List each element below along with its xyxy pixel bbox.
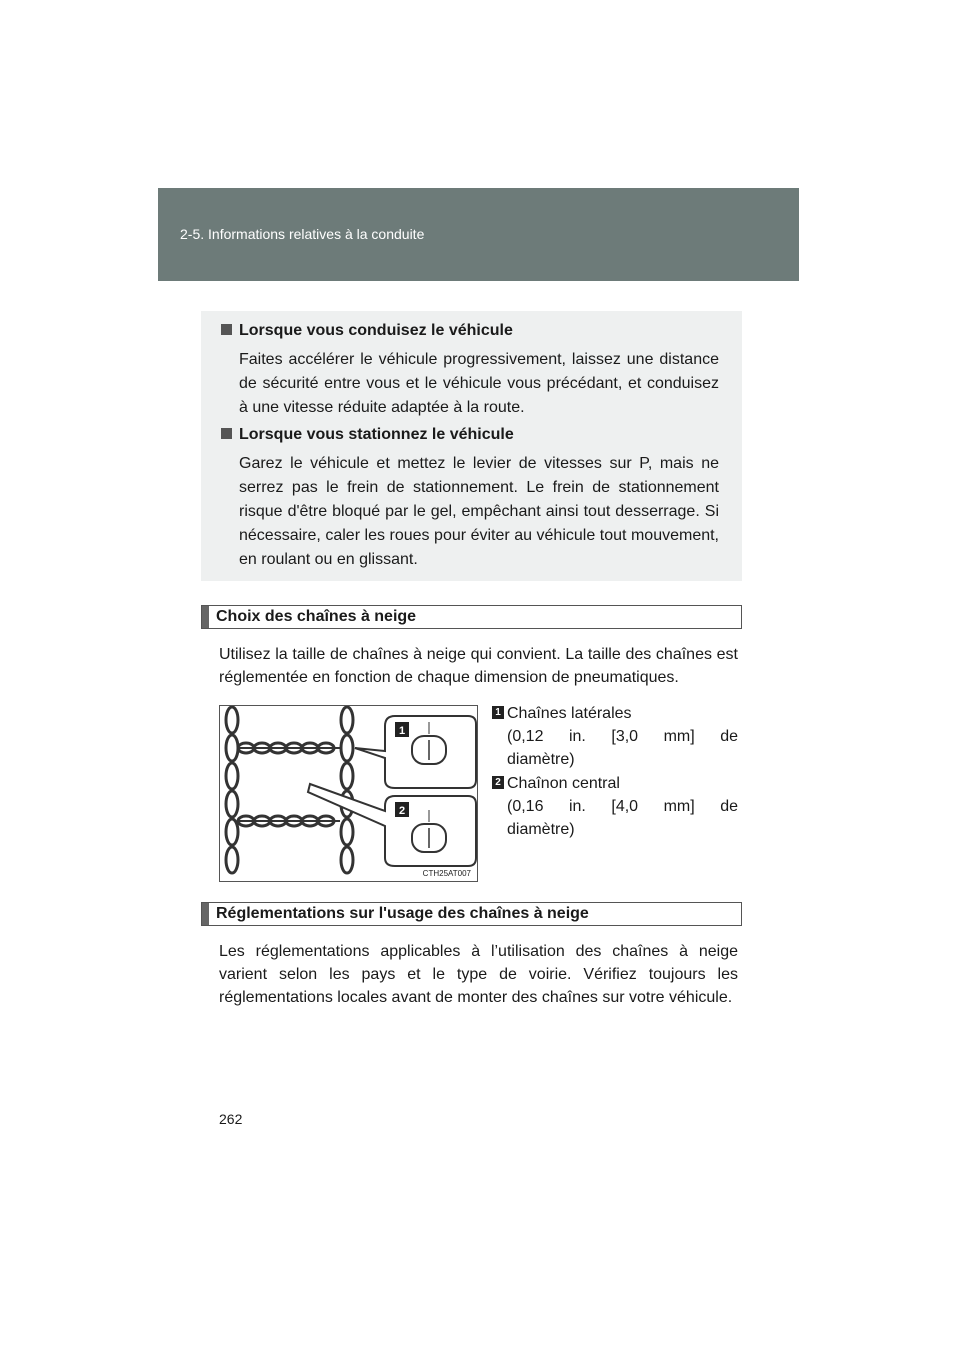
legend-label: Chaînon central [507,775,620,792]
note-body: Faites accélérer le véhicule progressivement, laissez une distance de sécurité entre vous et le véhicule vous précédant, et conduisez à une vitesse réduite adaptée à la route. [239,351,719,416]
callout-label: 1 [398,725,406,737]
legend-detail: (0,12 in. [3,0 mm] de [507,728,738,745]
section-title: Choix des chaînes à neige [216,608,417,625]
number-badge: 2 [492,776,504,789]
number-badge: 1 [492,706,504,719]
chain-illustration [220,706,477,881]
legend-item-2 [492,772,738,841]
square-bullet-icon [221,428,232,439]
legend-item-1 [492,702,738,771]
lower-cross-chain [238,816,340,826]
section-title: Réglementations sur l'usage des chaînes à neige [216,905,589,922]
section-heading-chain-rules [201,902,742,926]
right-side-chain [341,707,353,873]
detail-circle-side-link [355,716,476,788]
upper-cross-chain [238,743,340,753]
chapter-title: 2-5. Informations relatives à la conduite [180,226,425,242]
square-bullet-icon [221,324,232,335]
legend-detail: diamètre) [507,751,575,768]
figure-code: CTH25AT007 [422,869,471,878]
note-parking [221,424,719,572]
note-driving [221,320,719,420]
legend-detail: diamètre) [507,821,575,838]
section-text: Utilisez la taille de chaînes à neige qui convient. La taille des chaînes est réglementée en fonction de chaque dimension de pneumatiques. [219,646,738,686]
note-title: Lorsque vous stationnez le véhicule [239,426,514,443]
legend-label: Chaînes latérales [507,705,632,722]
page-number: 262 [219,1111,243,1127]
left-side-chain [226,707,238,873]
note-body: Garez le véhicule et mettez le levier de vitesses sur P, mais ne serrez pas le frein de stationnement. Le frein de stationnement risque d'être bloqué par le gel, empêchant ainsi tout desserrage. Si nécessaire, caler les roues pour éviter au véhicule tout mouvement, en roulant ou en glissant. [239,455,719,568]
snow-chain-figure [219,705,478,882]
section-text: Les réglementations applicables à l’utilisation des chaînes à neige varient selon les pays et le type de voirie. Vérifiez toujours les réglementations locales avant de monter des chaînes sur votre véhicule. [219,943,738,1006]
section-heading-chain-choice [201,605,742,629]
callout-label: 2 [398,805,406,817]
legend-detail: (0,16 in. [4,0 mm] de [507,798,738,815]
note-title: Lorsque vous conduisez le véhicule [239,322,513,339]
